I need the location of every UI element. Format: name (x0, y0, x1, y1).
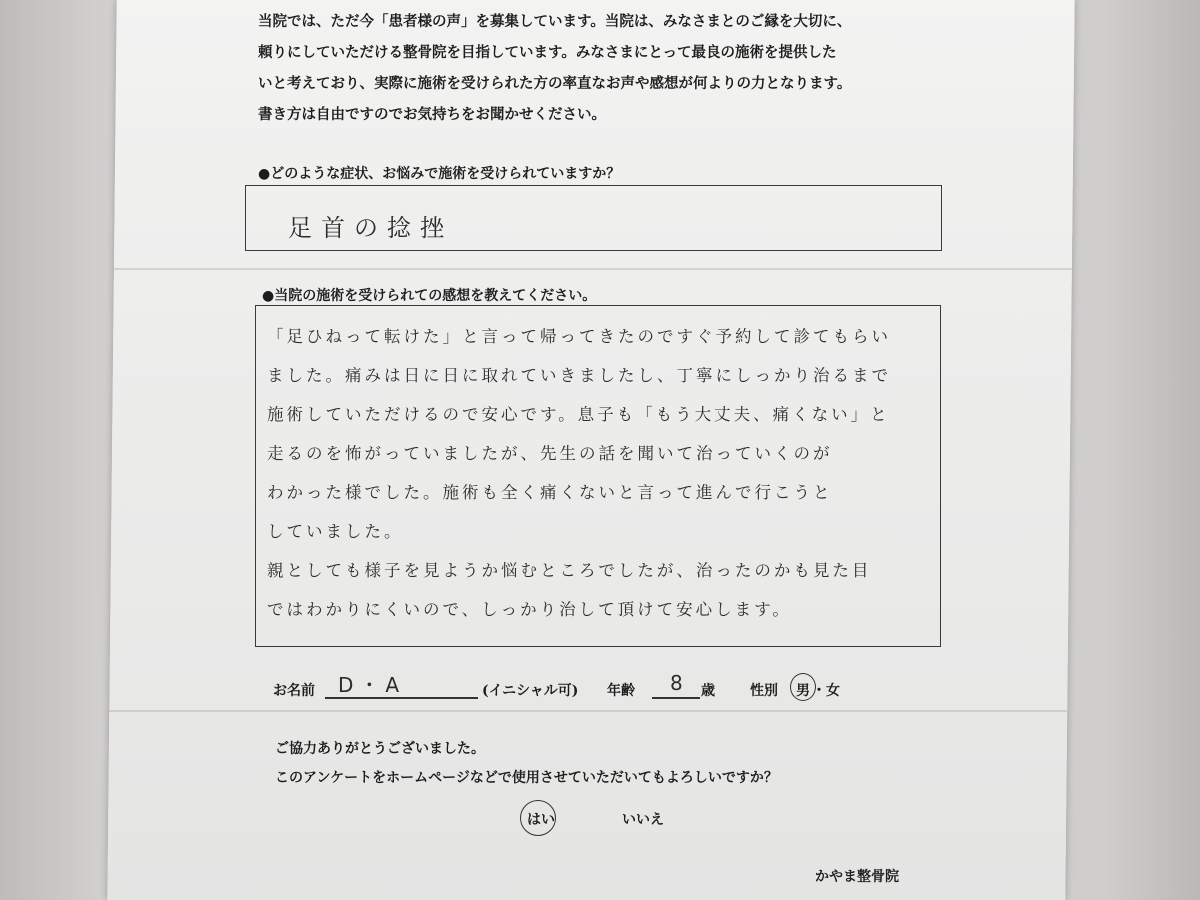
age-label: 年齢 (607, 683, 635, 699)
gender-option-female: 女 (826, 683, 840, 699)
closing-text (275, 735, 778, 793)
permission-yes: はい (527, 812, 555, 828)
age-underline (652, 697, 700, 699)
gender-option-male: 男 (796, 683, 810, 699)
intro-line: 頼りにしていただける整骨院を目指しています。みなさまにとって最良の施術を提供した (258, 44, 837, 61)
name-label: お名前 (273, 683, 315, 699)
intro-line: 当院では、ただ今「患者様の声」を募集しています。当院は、みなさまとのご縁を大切に、 (258, 13, 852, 30)
intro-text (258, 6, 958, 130)
intro-line: 書き方は自由ですのでお気持ちをお聞かせください。 (258, 106, 606, 123)
paper-fold (114, 268, 1072, 270)
permission-question: このアンケートをホームページなどで使用させていただいてもよろしいですか？ (275, 770, 778, 786)
name-value: D・A (338, 673, 406, 697)
impression-line: 「足ひねって転けた」と言って帰ってきたのですぐ予約して診てもらい (267, 327, 891, 346)
age-unit: 歳 (701, 683, 715, 699)
intro-line: いと考えており、実際に施術を受けられた方の率直なお声や感想が何よりの力となります。 (258, 75, 852, 92)
permission-selected-circle (520, 800, 556, 836)
permission-no: いいえ (622, 812, 664, 828)
gender-separator: ・ (812, 683, 826, 699)
name-underline (325, 697, 478, 699)
symptom-answer: 足首の捻挫 (288, 214, 453, 242)
age-value: 8 (670, 671, 683, 695)
impression-line: わかった様でした。施術も全く痛くないと言って進んで行こうと (267, 483, 833, 502)
impression-line: ではわかりにくいので、しっかり治して頂けて安心します。 (267, 600, 792, 619)
thanks-message: ご協力ありがとうございました。 (275, 741, 485, 757)
impression-question: ●当院の施術を受けられての感想を教えてください。 (262, 288, 597, 304)
impression-answer (267, 317, 939, 629)
initial-note: (イニシャル可) (482, 683, 579, 699)
symptom-question: ●どのような症状、お悩みで施術を受けられていますか？ (258, 166, 621, 182)
gender-label: 性別 (750, 683, 778, 699)
impression-line: していました。 (267, 522, 404, 541)
impression-line: ました。痛みは日に日に取れていきましたし、丁寧にしっかり治るまで (267, 366, 891, 385)
impression-line: 走るのを怖がっていましたが、先生の話を聞いて治っていくのが (267, 444, 833, 463)
clinic-name: かやま整骨院 (815, 869, 899, 885)
impression-line: 施術していただけるので安心です。息子も「もう大丈夫、痛くない」と (267, 405, 890, 424)
paper-fold (109, 710, 1067, 712)
impression-line: 親としても様子を見ようか悩むところでしたが、治ったのかも見た目 (267, 561, 872, 580)
gender-selected-circle (790, 673, 816, 701)
